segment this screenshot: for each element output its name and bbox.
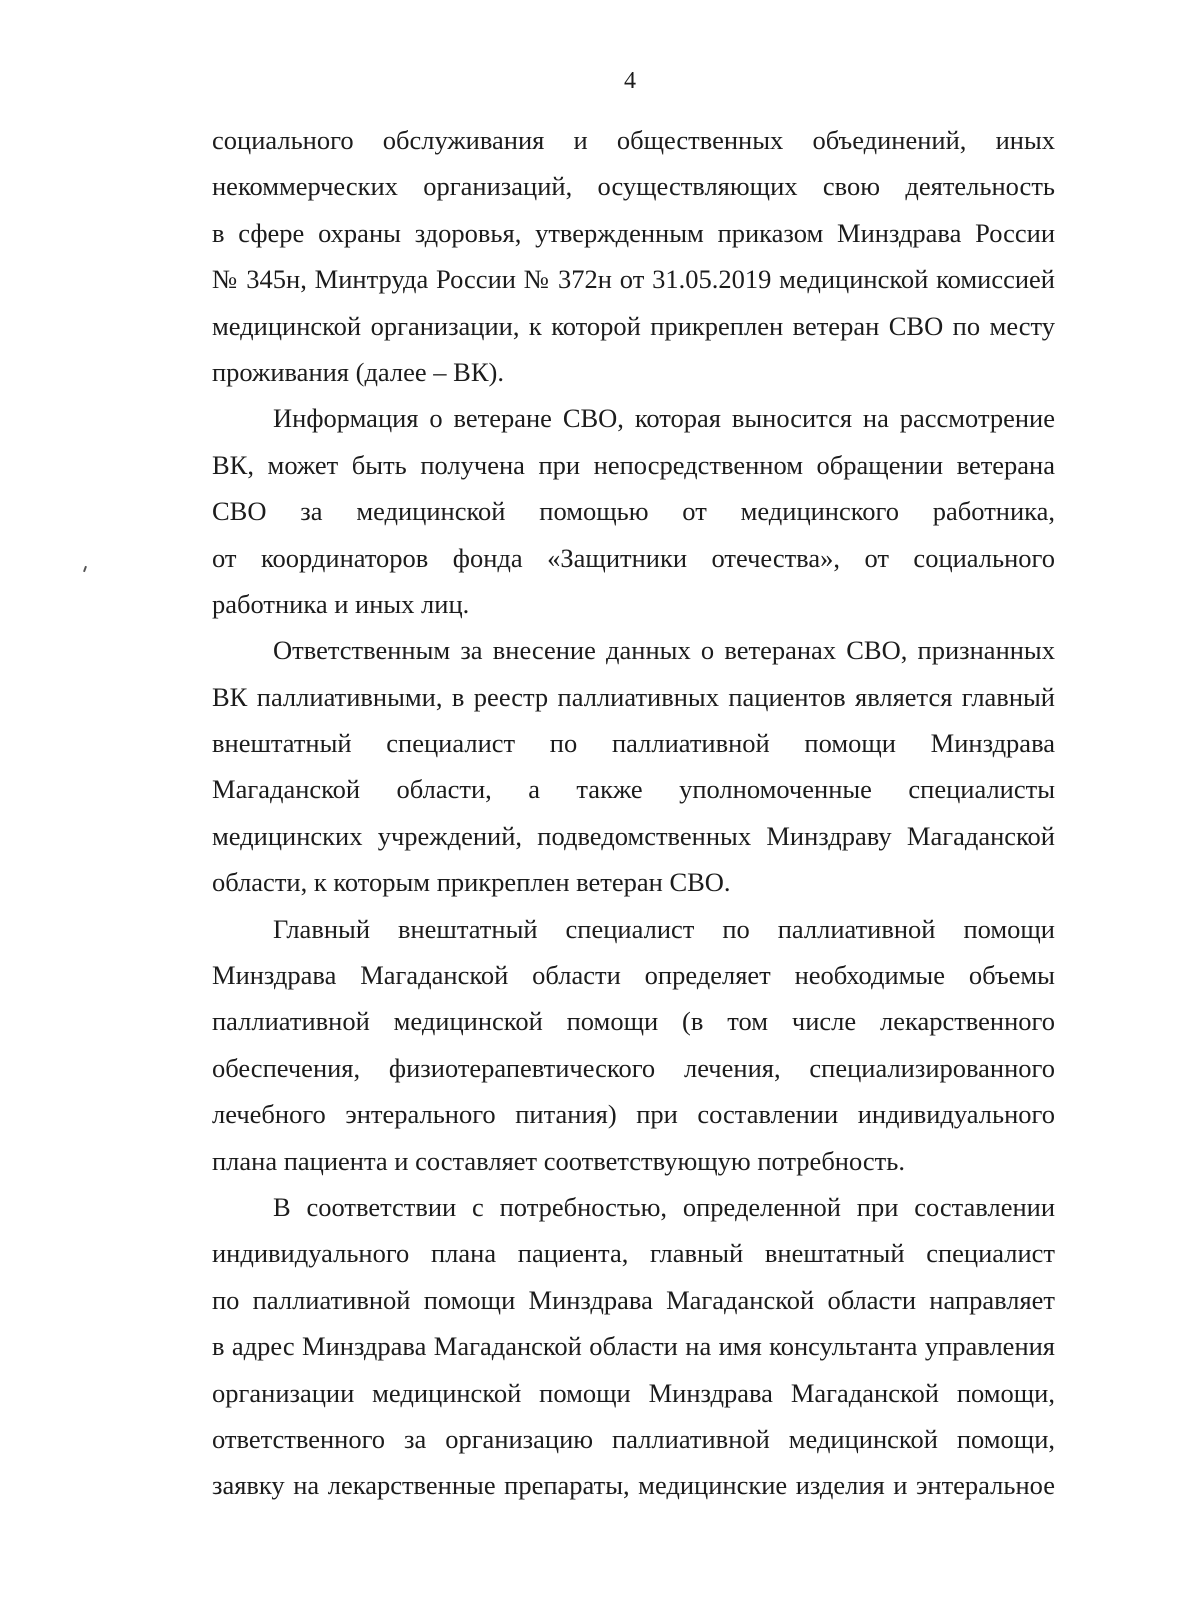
text-line: некоммерческих организаций, осуществляющих свою деятельность	[212, 171, 1055, 202]
text-line: заявку на лекарственные препараты, медицинские изделия и энтеральное	[212, 1470, 1055, 1501]
text-line: В соответствии с потребностью, определенной при составлении	[273, 1191, 1055, 1222]
text-line: № 345н, Минтруда России № 372н от 31.05.2019 медицинской комиссией	[212, 264, 1055, 295]
text-line: медицинских учреждений, подведомственных Минздраву Магаданской	[212, 820, 1055, 851]
text-line: Магаданской области, а также уполномоченные специалисты	[212, 774, 1055, 805]
text-line: ответственного за организацию паллиативной медицинской помощи,	[212, 1423, 1055, 1454]
text-line: в сфере охраны здоровья, утвержденным приказом Минздрава России	[212, 217, 1055, 248]
text-line: по паллиативной помощи Минздрава Магаданской области направляет	[212, 1284, 1055, 1315]
text-line: работника и иных лиц.	[212, 588, 470, 619]
text-line: СВО за медицинской помощью от медицинского работника,	[212, 496, 1055, 527]
text-line: Главный внештатный специалист по паллиативной помощи	[273, 913, 1055, 944]
text-line: Ответственным за внесение данных о ветеранах СВО, признанных	[273, 635, 1055, 666]
text-line: паллиативной медицинской помощи (в том числе лекарственного	[212, 1006, 1055, 1037]
text-line: от координаторов фонда «Защитники отечества», от социального	[212, 542, 1055, 573]
text-line: проживания (далее – ВК).	[212, 356, 504, 387]
text-line: внештатный специалист по паллиативной помощи Минздрава	[212, 728, 1055, 759]
text-line: области, к которым прикреплен ветеран СВО.	[212, 867, 731, 898]
text-line: в адрес Минздрава Магаданской области на имя консультанта управления	[212, 1331, 1055, 1362]
text-line: Минздрава Магаданской области определяет необходимые объемы	[212, 960, 1055, 991]
body-text	[212, 117, 1055, 1509]
text-line: медицинской организации, к которой прикреплен ветеран СВО по месту	[212, 310, 1055, 341]
text-line: плана пациента и составляет соответствующую потребность.	[212, 1145, 905, 1176]
text-line: лечебного энтерального питания) при составлении индивидуального	[212, 1099, 1055, 1130]
text-line: Информация о ветеране СВО, которая выносится на рассмотрение	[273, 403, 1055, 434]
text-line: обеспечения, физиотерапевтического лечения, специализированного	[212, 1052, 1055, 1083]
text-line: социального обслуживания и общественных объединений, иных	[212, 125, 1055, 155]
text-line: ВК, может быть получена при непосредственном обращении ветерана	[212, 449, 1055, 480]
scan-speck	[83, 566, 87, 572]
page-number: 4	[624, 68, 636, 94]
text-line: индивидуального плана пациента, главный внештатный специалист	[212, 1238, 1055, 1269]
text-line: ВК паллиативными, в реестр паллиативных пациентов является главный	[212, 681, 1055, 712]
text-line: организации медицинской помощи Минздрава Магаданской помощи,	[212, 1377, 1055, 1408]
